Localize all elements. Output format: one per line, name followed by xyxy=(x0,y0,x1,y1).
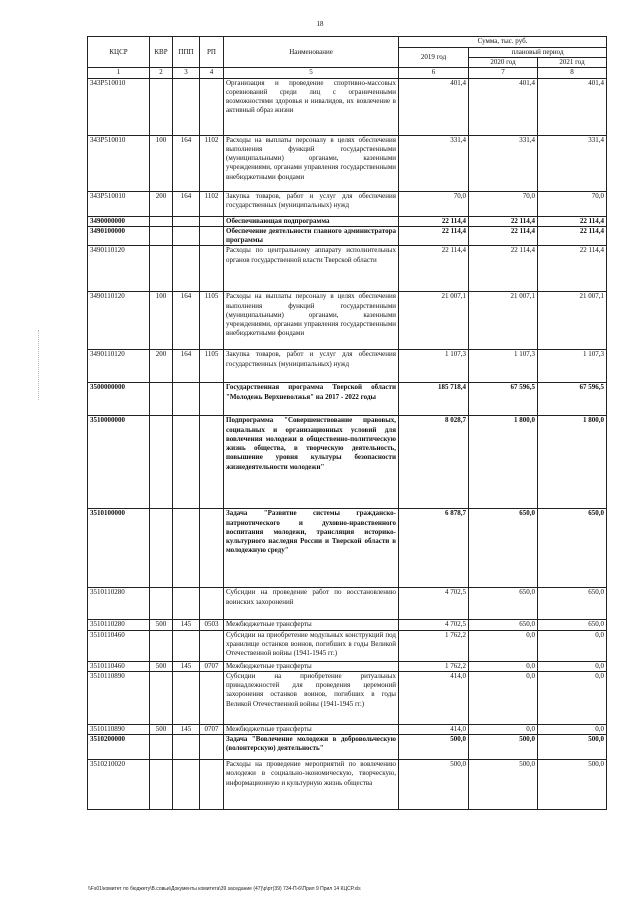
table-row xyxy=(88,350,607,383)
col-2021: 2021 год xyxy=(538,58,607,68)
cell-rp xyxy=(200,760,224,810)
cell-kvr xyxy=(150,630,173,661)
cell-2020: 0,0 xyxy=(469,661,538,671)
cell-name: Субсидии на проведение работ по восстановлению воинских захоронений xyxy=(224,588,399,620)
cell-2019: 4 702,5 xyxy=(399,620,469,630)
table-row xyxy=(88,630,607,661)
cell-rp: 1102 xyxy=(200,191,224,216)
cell-2020: 0,0 xyxy=(469,724,538,734)
cell-kvr: 100 xyxy=(150,292,173,350)
cell-2019: 8 028,7 xyxy=(399,416,469,509)
cell-2020: 22 114,4 xyxy=(469,216,538,226)
cell-2019: 21 007,1 xyxy=(399,292,469,350)
cell-2021: 401,4 xyxy=(538,78,607,135)
cell-kvr xyxy=(150,735,173,760)
table-row xyxy=(88,383,607,416)
column-numbers-row xyxy=(88,68,607,78)
cell-rp: 0707 xyxy=(200,661,224,671)
cell-kcsr: 3500000000 xyxy=(88,383,150,416)
cell-2021: 650,0 xyxy=(538,620,607,630)
cell-kvr xyxy=(150,226,173,245)
cell-rp xyxy=(200,226,224,245)
cell-kvr xyxy=(150,509,173,588)
cell-name: Подпрограмма "Совершенствование правовых, социальных и организационных условий для вовлечения молодежи в общественно-политическую жизнь общества, в творческую деятельность, повышение уровня культуры безопасности жизнедеятельности молодежи" xyxy=(224,416,399,509)
cell-ppp: 164 xyxy=(173,292,200,350)
cell-2021: 22 114,4 xyxy=(538,226,607,245)
col-num-7: 7 xyxy=(469,68,538,78)
cell-kvr xyxy=(150,416,173,509)
cell-kvr: 200 xyxy=(150,350,173,383)
cell-name: Закупка товаров, работ и услуг для обеспечения государственных (муниципальных) нужд xyxy=(224,191,399,216)
cell-2021: 650,0 xyxy=(538,588,607,620)
cell-2021: 0,0 xyxy=(538,630,607,661)
cell-ppp xyxy=(173,735,200,760)
cell-2020: 500,0 xyxy=(469,735,538,760)
table-row xyxy=(88,735,607,760)
cell-kcsr: 3490110120 xyxy=(88,350,150,383)
col-num-1: 1 xyxy=(88,68,150,78)
cell-kcsr: 3510210020 xyxy=(88,760,150,810)
cell-ppp xyxy=(173,630,200,661)
cell-ppp: 145 xyxy=(173,620,200,630)
budget-table xyxy=(87,36,607,810)
cell-2020: 650,0 xyxy=(469,509,538,588)
cell-kvr xyxy=(150,78,173,135)
cell-rp xyxy=(200,735,224,760)
cell-2019: 22 114,4 xyxy=(399,216,469,226)
cell-name: Расходы на выплаты персоналу в целях обеспечения выполнения функций государственными (муниципальными) органами, казенными учреждениями, органами управления государственными внебюджетными фондами xyxy=(224,135,399,191)
cell-2020: 401,4 xyxy=(469,78,538,135)
table-body xyxy=(88,78,607,809)
cell-kcsr: 3510110280 xyxy=(88,620,150,630)
cell-2021: 331,4 xyxy=(538,135,607,191)
cell-rp xyxy=(200,246,224,292)
table-row xyxy=(88,620,607,630)
cell-kcsr: 3510100000 xyxy=(88,509,150,588)
cell-ppp xyxy=(173,416,200,509)
table-row xyxy=(88,246,607,292)
table-row xyxy=(88,226,607,245)
table-row xyxy=(88,216,607,226)
col-num-2: 2 xyxy=(150,68,173,78)
col-name: Наименование xyxy=(224,37,399,68)
col-2019: 2019 год xyxy=(399,48,469,68)
cell-2021: 22 114,4 xyxy=(538,216,607,226)
cell-kvr: 100 xyxy=(150,135,173,191)
cell-rp xyxy=(200,671,224,724)
cell-2019: 70,0 xyxy=(399,191,469,216)
page-number: 18 xyxy=(316,20,324,28)
cell-2020: 21 007,1 xyxy=(469,292,538,350)
cell-2019: 414,0 xyxy=(399,724,469,734)
cell-2021: 0,0 xyxy=(538,661,607,671)
cell-ppp xyxy=(173,226,200,245)
cell-name: Задача "Развитие системы гражданско-патриотического и духовно-нравственного воспитания молодежи, трансляция историко-культурного наследия России и Тверской области в молодежную среду" xyxy=(224,509,399,588)
col-plan-period: плановый период xyxy=(469,48,607,58)
cell-name: Государственная программа Тверской области "Молодежь Верхневолжья" на 2017 - 2022 годы xyxy=(224,383,399,416)
cell-ppp xyxy=(173,246,200,292)
cell-2020: 1 800,0 xyxy=(469,416,538,509)
table-row xyxy=(88,191,607,216)
file-path-footer: \\Fs01\комитет по бюджету\В.совьи\Документы комитета\39 заседание (47)\р\рт(39) 734-П-6\Прил 9 Прил 14 КЦСР.xls xyxy=(88,886,361,892)
cell-2019: 22 114,4 xyxy=(399,246,469,292)
cell-2019: 1 107,3 xyxy=(399,350,469,383)
cell-kvr xyxy=(150,588,173,620)
cell-ppp xyxy=(173,509,200,588)
cell-name: Межбюджетные трансферты xyxy=(224,620,399,630)
cell-name: Расходы по центральному аппарату исполнительных органов государственной власти Тверской области xyxy=(224,246,399,292)
cell-rp: 1102 xyxy=(200,135,224,191)
cell-ppp xyxy=(173,78,200,135)
cell-name: Межбюджетные трансферты xyxy=(224,724,399,734)
col-num-8: 8 xyxy=(538,68,607,78)
cell-rp: 1105 xyxy=(200,292,224,350)
cell-kvr: 500 xyxy=(150,724,173,734)
cell-2020: 500,0 xyxy=(469,760,538,810)
table-row xyxy=(88,724,607,734)
cell-name: Задача "Вовлечение молодежи в добровольческую (волонтерскую) деятельность" xyxy=(224,735,399,760)
cell-kcsr: 3490110120 xyxy=(88,246,150,292)
cell-rp xyxy=(200,78,224,135)
cell-2020: 1 107,3 xyxy=(469,350,538,383)
cell-kcsr: 3490110120 xyxy=(88,292,150,350)
cell-ppp xyxy=(173,760,200,810)
cell-ppp xyxy=(173,671,200,724)
cell-2019: 331,4 xyxy=(399,135,469,191)
cell-kcsr: 3510110280 xyxy=(88,588,150,620)
cell-2019: 414,0 xyxy=(399,671,469,724)
cell-ppp xyxy=(173,216,200,226)
col-num-5: 5 xyxy=(224,68,399,78)
cell-2019: 500,0 xyxy=(399,735,469,760)
cell-ppp: 145 xyxy=(173,724,200,734)
cell-kcsr: 3490000000 xyxy=(88,216,150,226)
cell-2021: 500,0 xyxy=(538,735,607,760)
cell-rp xyxy=(200,509,224,588)
cell-kvr xyxy=(150,383,173,416)
cell-2019: 1 762,2 xyxy=(399,661,469,671)
cell-2020: 331,4 xyxy=(469,135,538,191)
cell-kcsr: 343Р510010 xyxy=(88,135,150,191)
cell-2021: 1 107,3 xyxy=(538,350,607,383)
cell-rp xyxy=(200,383,224,416)
table-row xyxy=(88,416,607,509)
cell-2019: 401,4 xyxy=(399,78,469,135)
col-kcsr: КЦСР xyxy=(88,37,150,68)
cell-rp xyxy=(200,416,224,509)
cell-rp: 0707 xyxy=(200,724,224,734)
cell-kvr: 500 xyxy=(150,620,173,630)
cell-2021: 22 114,4 xyxy=(538,246,607,292)
cell-ppp: 164 xyxy=(173,135,200,191)
cell-kvr xyxy=(150,216,173,226)
table-header xyxy=(88,37,607,79)
cell-2020: 0,0 xyxy=(469,630,538,661)
cell-kvr xyxy=(150,246,173,292)
col-2020: 2020 год xyxy=(469,58,538,68)
col-sum: Сумма, тыс. руб. xyxy=(399,37,607,48)
cell-kvr xyxy=(150,671,173,724)
cell-2019: 1 762,2 xyxy=(399,630,469,661)
cell-2020: 22 114,4 xyxy=(469,246,538,292)
cell-name: Расходы на выплаты персоналу в целях обеспечения выполнения функций государственными (муниципальными) органами, казенными учреждениями, органами управления государственными внебюджетными фондами xyxy=(224,292,399,350)
table-row xyxy=(88,671,607,724)
cell-ppp xyxy=(173,588,200,620)
col-num-6: 6 xyxy=(399,68,469,78)
cell-rp xyxy=(200,630,224,661)
table-row xyxy=(88,760,607,810)
table-row xyxy=(88,135,607,191)
cell-kcsr: 343Р510010 xyxy=(88,78,150,135)
cell-2021: 0,0 xyxy=(538,724,607,734)
cell-2021: 1 800,0 xyxy=(538,416,607,509)
col-num-4: 4 xyxy=(200,68,224,78)
cell-name: Межбюджетные трансферты xyxy=(224,661,399,671)
cell-name: Обеспечивающая подпрограмма xyxy=(224,216,399,226)
cell-rp: 1105 xyxy=(200,350,224,383)
cell-name: Субсидии на приобретение ритуальных принадлежностей для проведения церемоний захоронения останков воинов, погибших в годы Великой Отечественной войны (1941-1945 гг.) xyxy=(224,671,399,724)
cell-name: Закупка товаров, работ и услуг для обеспечения государственных (муниципальных) нужд xyxy=(224,350,399,383)
cell-2021: 650,0 xyxy=(538,509,607,588)
cell-kcsr: 3490100000 xyxy=(88,226,150,245)
cell-2020: 0,0 xyxy=(469,671,538,724)
table-row xyxy=(88,292,607,350)
cell-kcsr: 3510110460 xyxy=(88,630,150,661)
cell-2020: 67 596,5 xyxy=(469,383,538,416)
cell-2020: 650,0 xyxy=(469,588,538,620)
cell-2019: 500,0 xyxy=(399,760,469,810)
col-kvr: КВР xyxy=(150,37,173,68)
cell-ppp: 164 xyxy=(173,191,200,216)
cell-2019: 6 878,7 xyxy=(399,509,469,588)
cell-name: Расходы на проведение мероприятий по вовлечению молодежи в социально-экономическую, творческую, информационную и культурную жизнь общества xyxy=(224,760,399,810)
table-row xyxy=(88,509,607,588)
cell-kcsr: 3510110890 xyxy=(88,724,150,734)
cell-kcsr: 3510110890 xyxy=(88,671,150,724)
cell-rp xyxy=(200,216,224,226)
cell-2020: 70,0 xyxy=(469,191,538,216)
cell-kcsr: 3510110460 xyxy=(88,661,150,671)
col-rp: РП xyxy=(200,37,224,68)
table-row xyxy=(88,78,607,135)
cell-2020: 650,0 xyxy=(469,620,538,630)
cell-rp xyxy=(200,588,224,620)
cell-2021: 0,0 xyxy=(538,671,607,724)
cell-rp: 0503 xyxy=(200,620,224,630)
cell-2021: 70,0 xyxy=(538,191,607,216)
col-num-3: 3 xyxy=(173,68,200,78)
table-row xyxy=(88,661,607,671)
table-row xyxy=(88,588,607,620)
cell-kcsr: 343Р510010 xyxy=(88,191,150,216)
cell-ppp xyxy=(173,383,200,416)
cell-2020: 22 114,4 xyxy=(469,226,538,245)
cell-kvr: 500 xyxy=(150,661,173,671)
cell-name: Организация и проведение спортивно-массовых соревнований среди лиц с ограниченными возможностями здоровья и инвалидов, их вовлечение в активный образ жизни xyxy=(224,78,399,135)
cell-kcsr: 3510200000 xyxy=(88,735,150,760)
margin-dotted-line xyxy=(38,330,40,400)
cell-2019: 22 114,4 xyxy=(399,226,469,245)
col-ppp: ППП xyxy=(173,37,200,68)
cell-kvr xyxy=(150,760,173,810)
cell-2021: 500,0 xyxy=(538,760,607,810)
cell-2019: 185 718,4 xyxy=(399,383,469,416)
cell-2021: 21 007,1 xyxy=(538,292,607,350)
cell-name: Субсидии на приобретение модульных конструкций под хранилище останков воинов, погибших в годы Великой Отечественной войны (1941-1945 гг.) xyxy=(224,630,399,661)
cell-2021: 67 596,5 xyxy=(538,383,607,416)
cell-kvr: 200 xyxy=(150,191,173,216)
cell-ppp: 145 xyxy=(173,661,200,671)
cell-ppp: 164 xyxy=(173,350,200,383)
cell-kcsr: 3510000000 xyxy=(88,416,150,509)
cell-name: Обеспечение деятельности главного администратора программы xyxy=(224,226,399,245)
cell-2019: 4 702,5 xyxy=(399,588,469,620)
